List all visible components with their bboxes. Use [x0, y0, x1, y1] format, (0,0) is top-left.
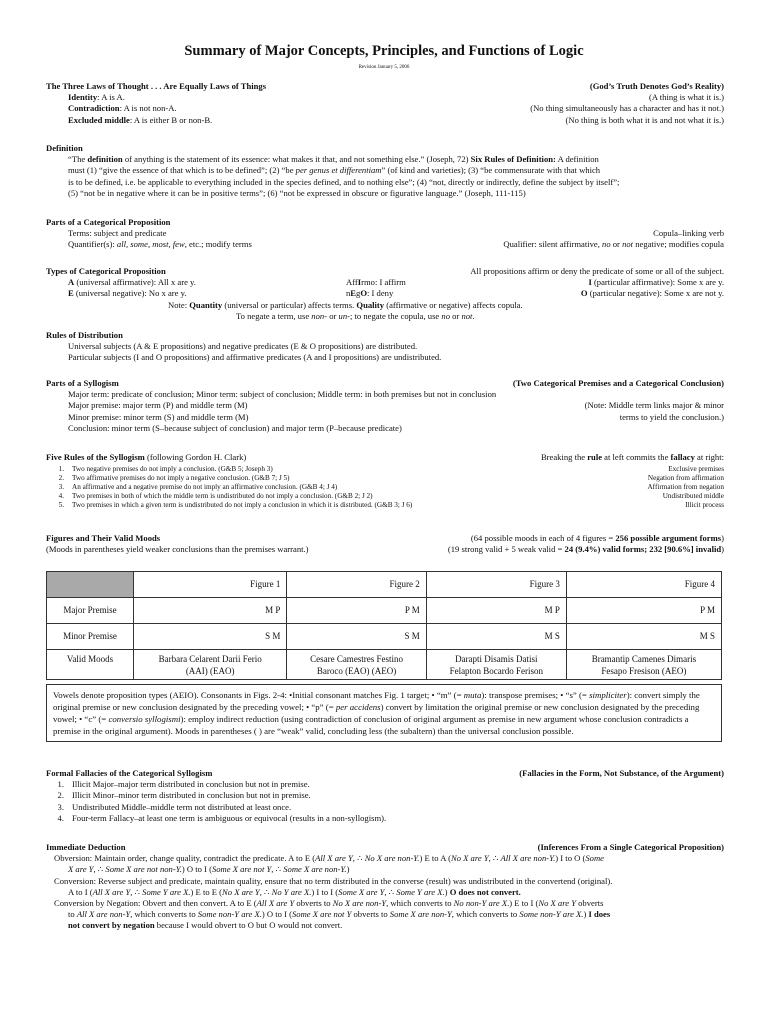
type-a: A (universal affirmative): All x are y. [68, 277, 196, 288]
table-row [47, 624, 722, 650]
figures-heading: Figures and Their Valid Moods [46, 533, 161, 543]
syllogism-heading-right: (Two Categorical Premises and a Categorical Conclusion) [512, 378, 724, 388]
page-title: Summary of Major Concepts, Principles, and Functions of Logic [184, 43, 584, 59]
table-row [47, 572, 722, 598]
figures-subheading: (Moods in parentheses yield weaker conclusions than the premises warrant.) [46, 544, 309, 555]
contradiction-term: Contradiction [68, 103, 120, 114]
table-header: Figure 1 [134, 572, 287, 598]
row-label: Minor Premise [47, 624, 134, 650]
contradiction-text: : A is not non-A. [119, 103, 177, 114]
copula-text: Copula–linking verb [653, 228, 724, 239]
table-cell: S M [287, 624, 426, 650]
distribution-section [46, 330, 724, 364]
type-i: I (particular affirmative): Some x are y. [588, 277, 724, 288]
formal-fallacies-heading-right: (Fallacies in the Form, Not Substance, of the Argument) [519, 768, 724, 778]
list-item: 4. Two premises in both of which the middle term is undistributed do not imply a conclusion. (G&B 2; J 2) Undistributed middle [58, 492, 724, 501]
table-cell: Darapti Disamis Datisi Felapton Bocardo Ferison [426, 650, 566, 680]
type-e: E (universal negative): No x are y. [68, 288, 187, 299]
laws-heading-right: (God’s Truth Denotes God’s Reality) [589, 81, 724, 91]
list-item: 3. An affirmative and a negative premise do not imply an affirmative conclusion. (G&B 4; J 4) Affirmation from negation [58, 483, 724, 492]
nego-mnemonic: nEgO: I deny [346, 288, 394, 299]
five-rules-section [46, 452, 724, 510]
definition-line-1: “The definition of anything is the statement of its essence: what makes it that, and not something else.” (Joseph, 72) Six Rules of Definition: A definition [68, 154, 599, 165]
types-section [46, 266, 724, 322]
excluded-right: (No thing is both what it is and not what it is.) [565, 114, 724, 125]
identity-text: : A is A. [97, 92, 125, 103]
distribution-line-1: Universal subjects (A & E propositions) and negative predicates (E & O propositions) are distributed. [68, 341, 418, 352]
list-item: 2. Two affirmative premises do not imply a negative conclusion. (G&B 7; J 5) Negation from affirmation [58, 474, 724, 483]
quantity-quality-note: Note: Quantity (universal or particular) affects terms. Quality (affirmative or negative) affects copula. [168, 299, 523, 310]
conversion-line-1: Conversion: Reverse subject and predicate, maintain quality, ensure that no term distributed in the converse (result) was undistributed in the convertend (original). [54, 875, 613, 886]
distribution-line-2: Particular subjects (I and O propositions) and affirmative predicates (A and I propositions) are undistributed. [68, 352, 442, 363]
table-cell: S M [134, 624, 287, 650]
definition-heading: Definition [46, 143, 83, 153]
five-rules-heading: Five Rules of the Syllogism (following Gordon H. Clark) [46, 452, 247, 462]
quantifier-text: Quantifier(s): all, some, most, few, etc.; modify terms [68, 239, 252, 250]
figures-subheading-right: (19 strong valid + 5 weak valid = 24 (9.4%) valid forms; 232 [90.6%] invalid) [447, 544, 724, 555]
parts-proposition-section [46, 217, 724, 251]
row-label: Major Premise [47, 598, 134, 624]
excluded-text: : A is either B or non-B. [129, 114, 213, 125]
syllogism-note-2: terms to yield the conclusion.) [619, 411, 724, 422]
qualifier-text: Qualifier: silent affirmative, no or not negative; modifies copula [503, 239, 724, 250]
conversion-negation-line-2: to All X are non-Y, which converts to Some non-Y are X.) O to I (Some X are not Y obverts to Some X are non-Y, which converts to Some non-Y are X.) I does [68, 909, 611, 920]
syllogism-section [46, 378, 724, 434]
excluded-term: Excluded middle [68, 114, 130, 125]
immediate-heading: Immediate Deduction [46, 842, 126, 852]
table-cell: M S [566, 624, 721, 650]
list-item: 2. Illicit Minor–minor term distributed in conclusion but not in premise. [57, 790, 311, 801]
list-item: 5. Two premises in which a given term is undistributed do not imply a conclusion in which it is distributed. (G&B 3; J 6) Illicit process [58, 501, 724, 510]
syllogism-note-1: (Note: Middle term links major & minor [584, 400, 724, 411]
moods-table [46, 571, 722, 680]
definition-line-2: must (1) “give the essence of that which is to be defined”; (2) “be per genus et differentiam” (of kind and varieties); (3) “be commensurate with that which [68, 165, 601, 176]
list-item: 1. Illicit Major–major term distributed in conclusion but not in premise. [57, 779, 310, 790]
table-corner [47, 572, 134, 598]
identity-term: Identity [68, 92, 98, 103]
table-row [47, 650, 722, 680]
table-cell: Cesare Camestres Festino Baroco (EAO) (AEO) [287, 650, 426, 680]
table-cell: M S [426, 624, 566, 650]
laws-section [46, 81, 724, 126]
table-cell: M P [426, 598, 566, 624]
syllogism-line-3: Minor premise: minor term (S) and middle term (M) [68, 411, 249, 422]
table-cell: P M [566, 598, 721, 624]
figures-heading-right: (64 possible moods in each of 4 figures = 256 possible argument forms) [470, 533, 724, 543]
types-heading-right: All propositions affirm or deny the predicate of some or all of the subject. [470, 266, 724, 276]
affirmo-mnemonic: AffIrmo: I affirm [346, 277, 406, 288]
formal-fallacies-heading: Formal Fallacies of the Categorical Syllogism [46, 768, 213, 778]
conversion-negation-line-3: not convert by negation because I would obvert to O but O would not convert. [68, 920, 343, 931]
syllogism-line-2: Major premise: major term (P) and middle term (M) [68, 400, 248, 411]
syllogism-line-4: Conclusion: minor term (S–because subject of conclusion) and major term (P–because predicate) [68, 422, 402, 433]
types-heading: Types of Categorical Proposition [46, 266, 166, 276]
table-cell: Barbara Celarent Darii Ferio (AAI) (EAO) [134, 650, 287, 680]
definition-line-4: (5) “not be in negative where it can be in positive terms”; (6) “not be expressed in obscure or figurative language.” (Joseph, 111-115) [68, 187, 526, 198]
table-header: Figure 4 [566, 572, 721, 598]
contradiction-right: (No thing simultaneously has a character and has it not.) [530, 103, 724, 114]
list-item: 4. Four-term Fallacy–at least one term is ambiguous or equivocal (results in a non-syllogism). [57, 812, 387, 823]
negation-note: To negate a term, use non- or un-; to negate the copula, use no or not. [236, 310, 475, 321]
list-item: 3. Undistributed Middle–middle term not distributed at least once. [57, 801, 292, 812]
table-header: Figure 2 [287, 572, 426, 598]
figures-section [46, 533, 724, 555]
parts-proposition-heading: Parts of a Categorical Proposition [46, 217, 171, 227]
conversion-line-2: A to I (All X are Y, ∴ Some Y are X.) E to E (No X are Y, ∴ No Y are X.) I to I (Some X are Y, ∴ Some Y are X.) O does not convert. [68, 886, 521, 897]
obversion-line-1: Obversion: Maintain order, change quality, contradict the predicate. A to E (All X are Y, ∴ No X are non-Y.) E to A (No X are Y, ∴ All X are non-Y.) I to O (Some [54, 853, 604, 864]
conversion-negation-line-1: Conversion by Negation: Obvert and then convert. A to E (All X are Y obverts to No X are non-Y, which converts to No non-Y are X.) E to I (No X are Y obverts [54, 898, 604, 909]
vowels-note-box: Vowels denote proposition types (AEIO). Consonants in Figs. 2-4: •Initial consonant matches Fig. 1 target; • “m” (= muta): transpose premises; • “s” (= simpliciter): convert simply the original premise or new conclusion designated by the preceding vowel; • “p” (= per accidens) convert by limitation the original premise or new conclusion designated by the preceding vowel; • “c” (= conversio syllogismi): employ indirect reduction (using contradiction of conclusion of original argument as premise in new argument whose conclusion contradicts a premise in the original argument). Moods in parentheses ( ) are “weak” valid, concluding less (the subaltern) than the universal conclusion possible. [46, 684, 722, 742]
definition-section [46, 143, 724, 199]
syllogism-heading: Parts of a Syllogism [46, 378, 119, 388]
table-cell: Bramantip Camenes Dimaris Fesapo Fresison (AEO) [566, 650, 721, 680]
table-header: Figure 3 [426, 572, 566, 598]
table-cell: P M [287, 598, 426, 624]
syllogism-line-1: Major term: predicate of conclusion; Minor term: subject of conclusion; Middle term: in both premises but not in conclusion [68, 389, 497, 400]
definition-line-3: is to be defined, i.e. be applicable to everything included in the species defined, and to nothing else”; (4) “not, directly or indirectly, define the subject by itself”; [68, 176, 620, 187]
list-item: 1. Two negative premises do not imply a conclusion. (G&B 5; Joseph 3) Exclusive premises [58, 465, 724, 474]
obversion-line-2: X are Y, ∴ Some X are not non-Y.) O to I (Some X are not Y, ∴ Some X are non-Y.) [68, 864, 350, 875]
laws-heading: The Three Laws of Thought . . . Are Equally Laws of Things [46, 81, 267, 91]
row-label: Valid Moods [47, 650, 134, 680]
table-row [47, 598, 722, 624]
distribution-heading: Rules of Distribution [46, 330, 123, 340]
type-o: O (particular negative): Some x are not y. [580, 288, 724, 299]
revision-date: Revision January 5, 2006 [358, 65, 410, 70]
immediate-deduction-section [46, 842, 724, 932]
five-rules-heading-right: Breaking the rule at left commits the fallacy at right: [540, 452, 724, 462]
immediate-heading-right: (Inferences From a Single Categorical Proposition) [537, 842, 724, 852]
table-cell: M P [134, 598, 287, 624]
formal-fallacies-section [46, 768, 724, 824]
terms-text: Terms: subject and predicate [68, 228, 167, 239]
identity-right: (A thing is what it is.) [649, 92, 724, 103]
